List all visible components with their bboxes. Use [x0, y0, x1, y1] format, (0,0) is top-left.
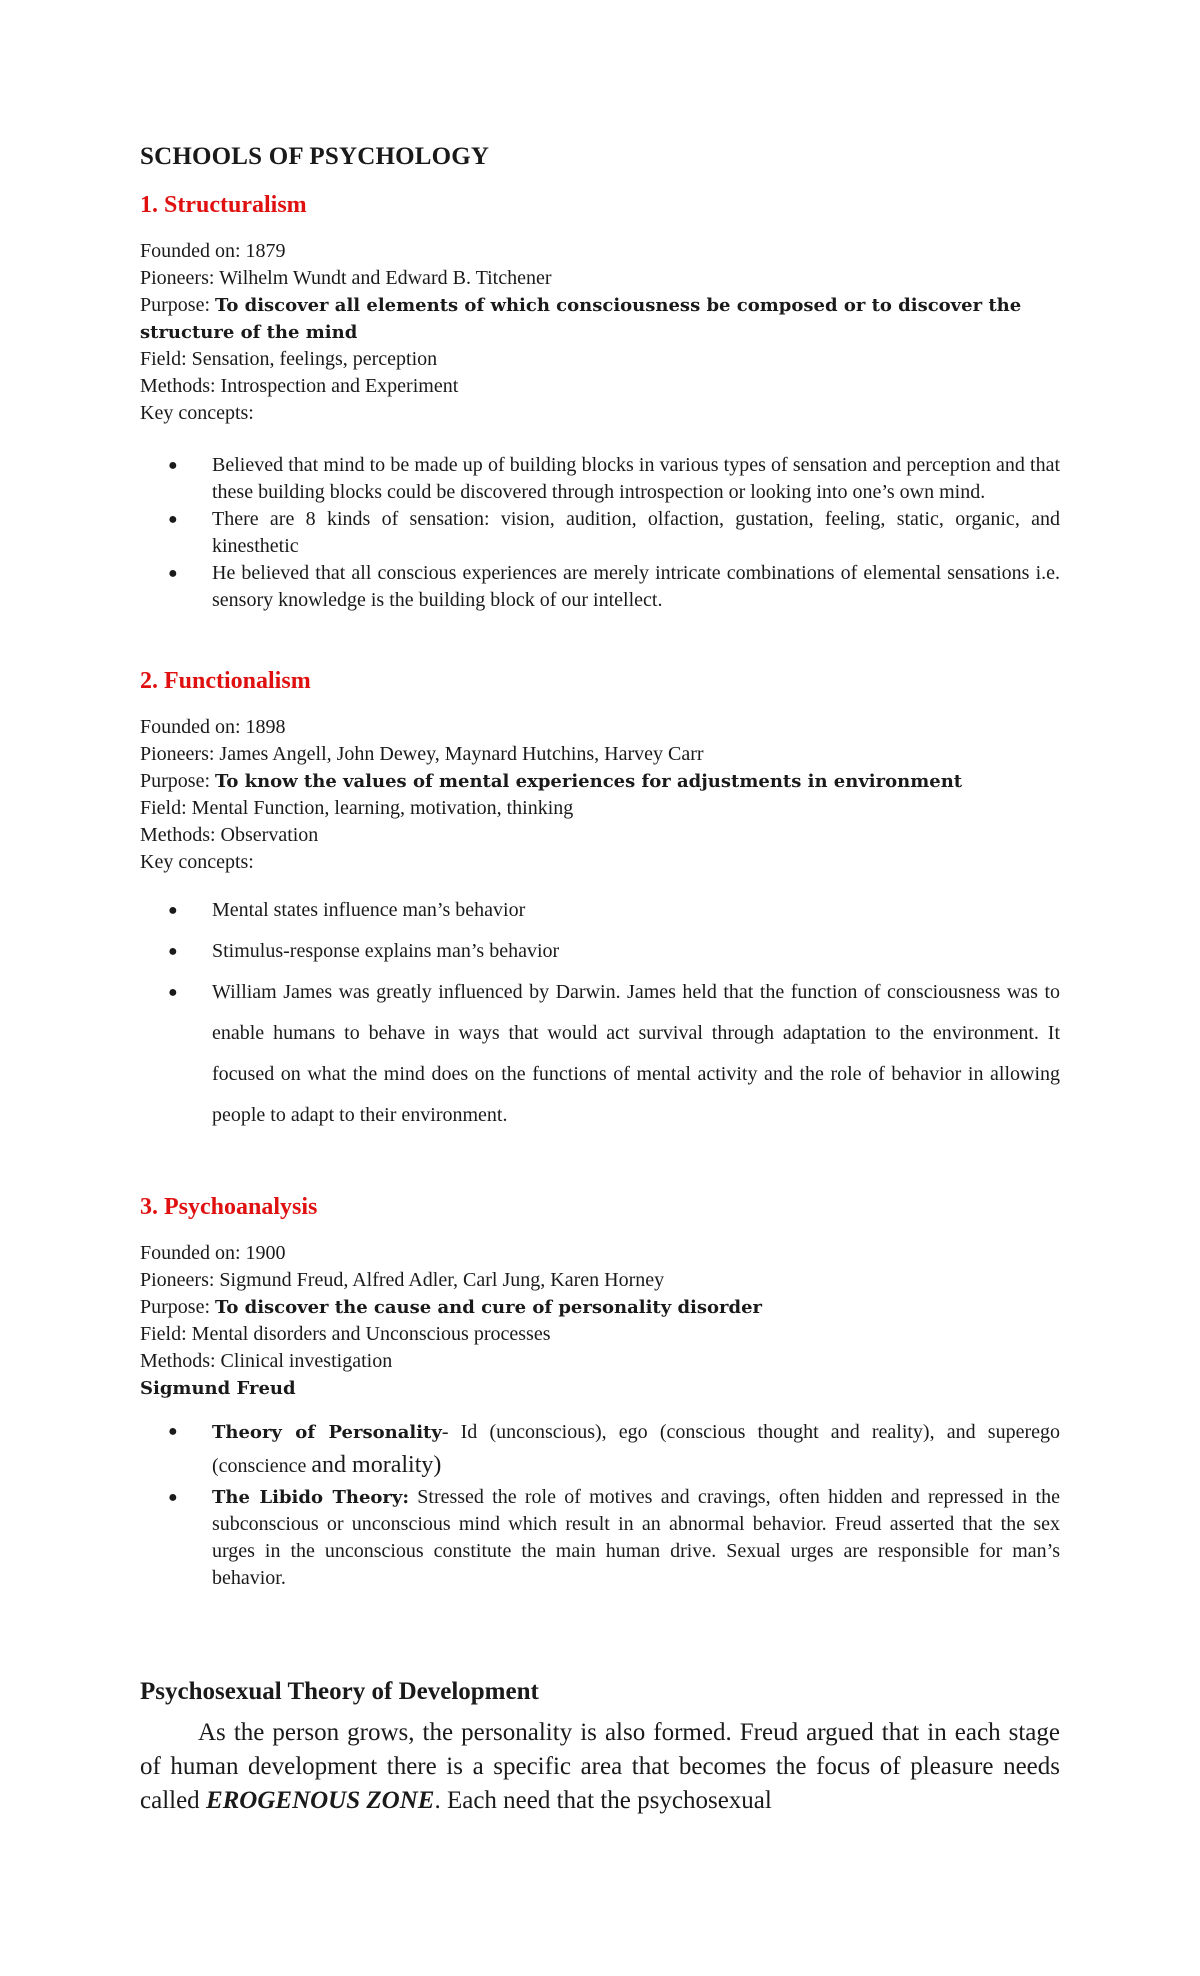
bullet-icon: ● — [168, 511, 178, 528]
list-item: ● Stimulus-response explains man’s behavior — [140, 931, 1060, 972]
founded-on: Founded on: 1879 — [140, 240, 286, 262]
purpose-text: To discover the cause and cure of personality disorder — [215, 1297, 763, 1318]
list-item: ● Theory of Personality- Id (unconscious), ego (conscious thought and reality), and superego (conscience and morality) — [140, 1416, 1060, 1482]
founded-on: Founded on: 1898 — [140, 716, 286, 738]
field: Field: Mental disorders and Unconscious processes — [140, 1323, 551, 1345]
purpose — [140, 768, 1060, 795]
bullet-icon: ● — [168, 1423, 178, 1440]
purpose-text: To know the values of mental experiences for adjustments in environment — [215, 771, 963, 792]
methods: Methods: Introspection and Experiment — [140, 375, 459, 397]
subheading-sigmund-freud: Sigmund Freud — [140, 1378, 296, 1399]
key-concepts-label: Key concepts: — [140, 851, 254, 873]
bullet-icon: ● — [168, 565, 178, 582]
purpose-text: To discover all elements of which consciousness be composed or to discover the structure of the mind — [140, 295, 1022, 343]
bullet-icon: ● — [168, 457, 178, 474]
psychosexual-heading: Psychosexual Theory of Development — [140, 1678, 539, 1705]
section-heading-psychoanalysis: 3. Psychoanalysis — [140, 1194, 318, 1220]
section-info-structuralism — [140, 238, 1060, 427]
purpose-label: Purpose: — [140, 770, 215, 792]
purpose — [140, 1294, 1060, 1321]
list-item: ● Believed that mind to be made up of building blocks in various types of sensation and perception and that these building blocks could be discovered through introspection or looking into one’s own mind. — [168, 454, 1060, 503]
methods: Methods: Observation — [140, 824, 319, 846]
purpose-label: Purpose: — [140, 294, 215, 316]
bullet-icon: ● — [168, 1489, 178, 1506]
key-concepts-list — [140, 452, 1060, 614]
bullet-icon: ● — [168, 943, 178, 960]
section-info-psychoanalysis — [140, 1240, 1060, 1402]
list-item: ● William James was greatly influenced by Darwin. James held that the function of consciousness was to enable humans to behave in ways that would act survival through adaptation to the environment. It focused on what the mind does on the functions of mental activity and the role of behavior in allowing people to adapt to their environment. — [140, 972, 1060, 1136]
section-heading-functionalism: 2. Functionalism — [140, 668, 311, 694]
section-heading-structuralism: 1. Structuralism — [140, 192, 307, 218]
field: Field: Mental Function, learning, motivation, thinking — [140, 797, 574, 819]
founded-on: Founded on: 1900 — [140, 1242, 286, 1264]
freud-theories-list — [140, 1416, 1060, 1592]
list-item: ● He believed that all conscious experiences are merely intricate combinations of elemental sensations i.e. sensory knowledge is the building block of our intellect. — [168, 562, 1060, 611]
list-item: ● The Libido Theory: Stressed the role of motives and cravings, often hidden and repressed in the subconscious or unconscious mind which result in an abnormal behavior. Freud asserted that the sex urges in the unconscious constitute the main human drive. Sexual urges are responsible for man’s behavior. — [168, 1486, 1060, 1589]
list-item: ● Mental states influence man’s behavior — [140, 890, 1060, 931]
pioneers: Pioneers: James Angell, John Dewey, Maynard Hutchins, Harvey Carr — [140, 743, 704, 765]
purpose-label: Purpose: — [140, 1296, 215, 1318]
key-concepts-list — [140, 890, 1060, 1136]
section-info-functionalism — [140, 714, 1060, 876]
field: Field: Sensation, feelings, perception — [140, 348, 438, 370]
methods: Methods: Clinical investigation — [140, 1350, 393, 1372]
purpose — [140, 292, 1060, 346]
key-concepts-label: Key concepts: — [140, 402, 254, 424]
pioneers: Pioneers: Wilhelm Wundt and Edward B. Titchener — [140, 267, 552, 289]
psychosexual-paragraph: As the person grows, the personality is also formed. Freud argued that in each stage of human development there is a specific area that becomes the focus of pleasure needs called EROGENOUS ZONE. Each need that the psychosexual — [140, 1719, 1060, 1814]
document-title: SCHOOLS OF PSYCHOLOGY — [140, 143, 490, 170]
list-item: ● There are 8 kinds of sensation: vision, audition, olfaction, gustation, feeling, static, organic, and kinesthetic — [168, 508, 1060, 557]
pioneers: Pioneers: Sigmund Freud, Alfred Adler, Carl Jung, Karen Horney — [140, 1269, 665, 1291]
bullet-icon: ● — [168, 902, 178, 919]
bullet-icon: ● — [168, 984, 178, 1001]
